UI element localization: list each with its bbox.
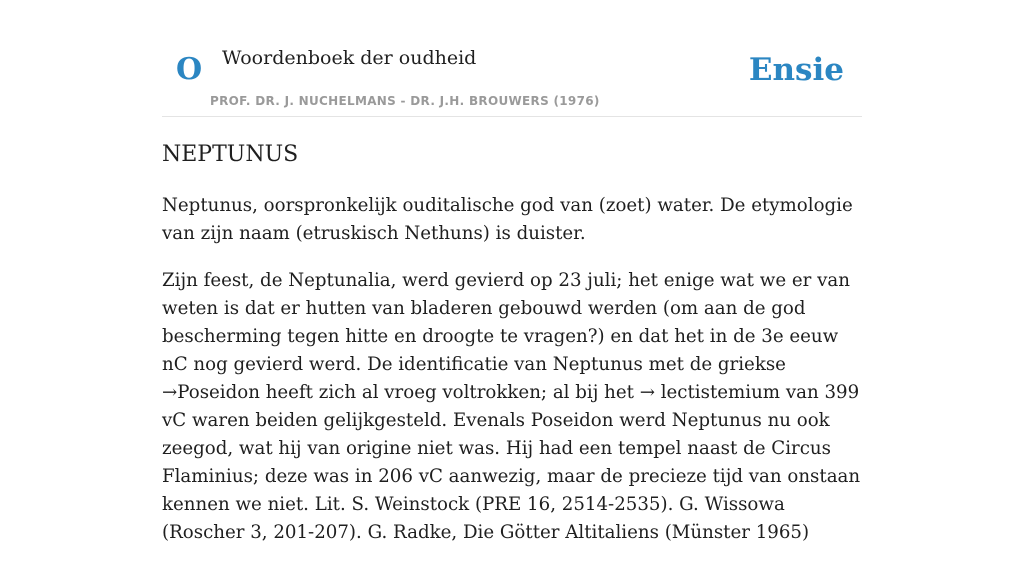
- book-title[interactable]: Woordenboek der oudheid: [222, 47, 477, 69]
- entry-title: NEPTUNUS: [162, 142, 299, 167]
- section-letter[interactable]: O: [176, 52, 203, 87]
- reference-link-lectistemium[interactable]: → lectistemium: [639, 382, 781, 403]
- reference-link-poseidon[interactable]: →Poseidon: [162, 382, 260, 403]
- paragraph-text: Zijn feest, de Neptunalia, werd gevierd op 23 juli; het enige wat we er van weten is dat er hutten van bladeren gebouwd werden (om aan de god bescherming tegen hitte en droogte te vragen?) en dat het in de 3e eeuw nC nog gevierd werd. De identificatie van Neptunus met de griekse: [162, 270, 850, 375]
- entry-content: [162, 192, 862, 566]
- paragraph-text: heeft zich al vroeg voltrokken; al bij het: [259, 382, 640, 403]
- entry-paragraph: Neptunus, oorspronkelijk ouditalische god van (zoet) water. De etymologie van zijn naam (etruskisch Nethuns) is duister.: [162, 195, 853, 244]
- entry-paragraph: [162, 267, 862, 547]
- brand-logo[interactable]: Ensie: [748, 52, 844, 88]
- paragraph-text: van 399 vC waren beiden gelijkgesteld. Evenals Poseidon werd Neptunus nu ook zeegod, wat hij van origine niet was. Hij had een tempel naast de Circus Flaminius; deze was in 206 vC aanwezig, maar de precieze tijd van onstaan kennen we niet. Lit. S. Weinstock (PRE 16, 2514-2535). G. Wissowa (Roscher 3, 201-207). G. Radke, Die Götter Altitaliens (Münster 1965): [162, 382, 861, 543]
- book-authors: PROF. DR. J. NUCHELMANS - DR. J.H. BROUWERS (1976): [210, 94, 600, 108]
- header: [162, 0, 862, 117]
